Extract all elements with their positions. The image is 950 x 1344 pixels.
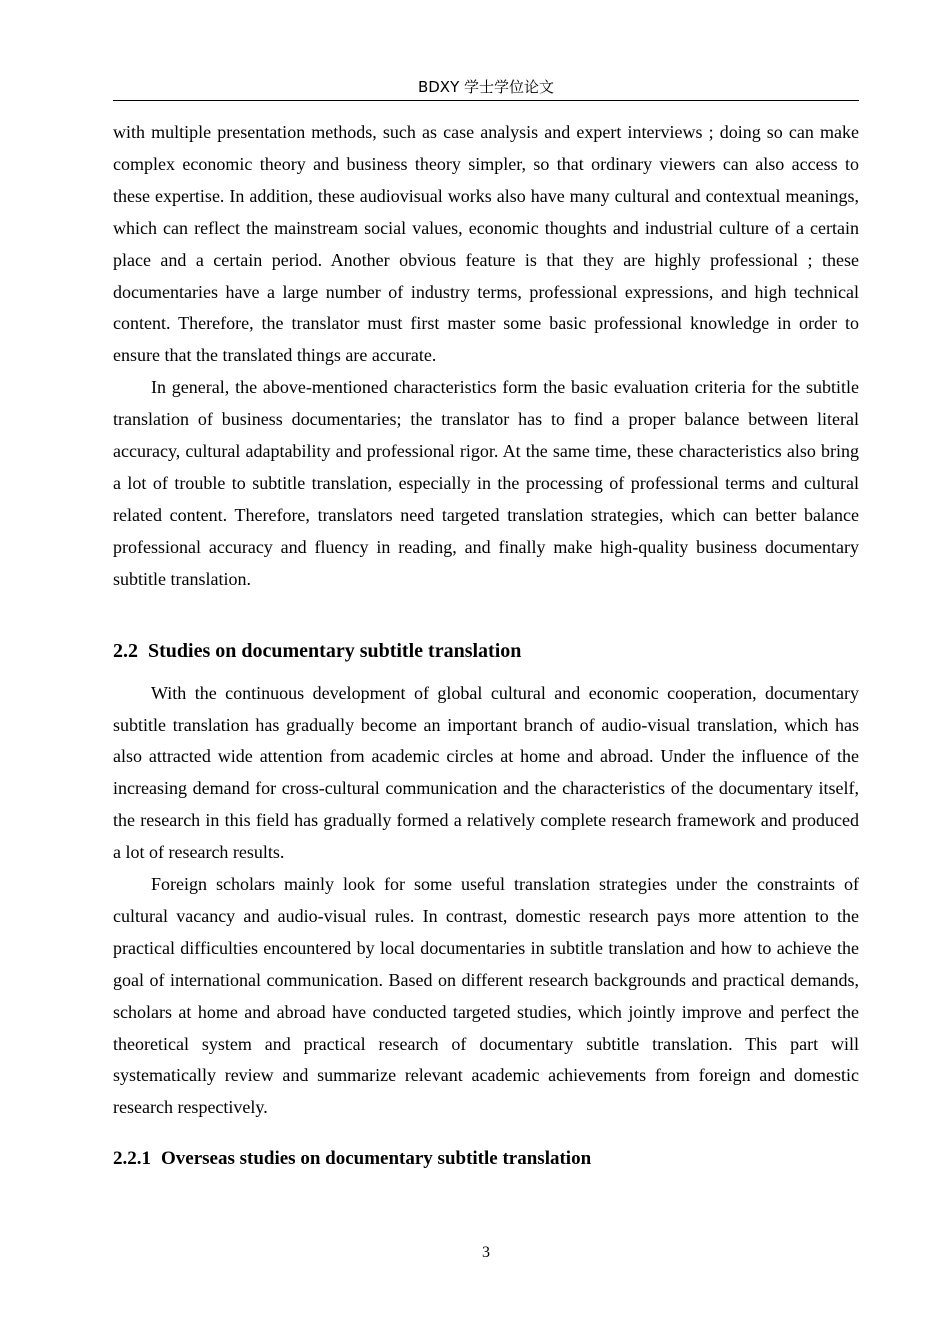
running-header: BDXY 学士学位论文 [417,78,555,96]
section-title: Overseas studies on documentary subtitle translation [161,1148,592,1170]
header-rule [113,100,859,101]
body-paragraph: In general, the above-mentioned characteristics form the basic evaluation criteria for the subtitle translation of business documentaries; the translator has to find a proper balance between literal accuracy, cultural adaptability and professional rigor. At the same time, these characteristics also bring a lot of trouble to subtitle translation, especially in the processing of professional terms and cultural related content. Therefore, translators need targeted translation strategies, which can better balance professional accuracy and fluency in reading, and finally make high-quality business documentary subtitle translation. [113,377,859,589]
body-paragraph: with multiple presentation methods, such as case analysis and expert interviews ; doing so can make complex economic theory and business theory simpler, so that ordinary viewers can also access to these expertise. In addition, these audiovisual works also have many cultural and contextual meanings, which can reflect the mainstream social values, economic thoughts and industrial culture of a certain place and a certain period. Another obvious feature is that they are highly professional ; these documentaries have a large number of industry terms, professional expressions, and high technical content. Therefore, the translator must first master some basic professional knowledge in order to ensure that the translated things are accurate. [113,122,859,366]
section-heading-2-2 [113,636,859,666]
section-title: Studies on documentary subtitle translation [148,639,522,662]
section-number: 2.2 [113,639,138,662]
body-paragraph: With the continuous development of global cultural and economic cooperation, documentary subtitle translation has gradually become an important branch of audio-visual translation, which has also attracted wide attention from academic circles at home and abroad. Under the influence of the increasing demand for cross-cultural communication and the characteristics of the documentary itself, the research in this field has gradually formed a relatively complete research framework and produced a lot of research results. [113,682,859,863]
section-heading-2-2-1 [113,1144,859,1174]
body-paragraph: Foreign scholars mainly look for some useful translation strategies under the constraints of cultural vacancy and audio-visual rules. In contrast, domestic research pays more attention to the practical difficulties encountered by local documentaries in subtitle translation and how to achieve the goal of international communication. Based on different research backgrounds and practical demands, scholars at home and abroad have conducted targeted studies, which jointly improve and perfect the theoretical system and practical research of documentary subtitle translation. This part will systematically review and summarize relevant academic achievements from foreign and domestic research respectively. [113,874,859,1118]
page-number: 3 [482,1244,490,1261]
section-number: 2.2.1 [113,1148,151,1170]
page-body [113,117,859,1174]
